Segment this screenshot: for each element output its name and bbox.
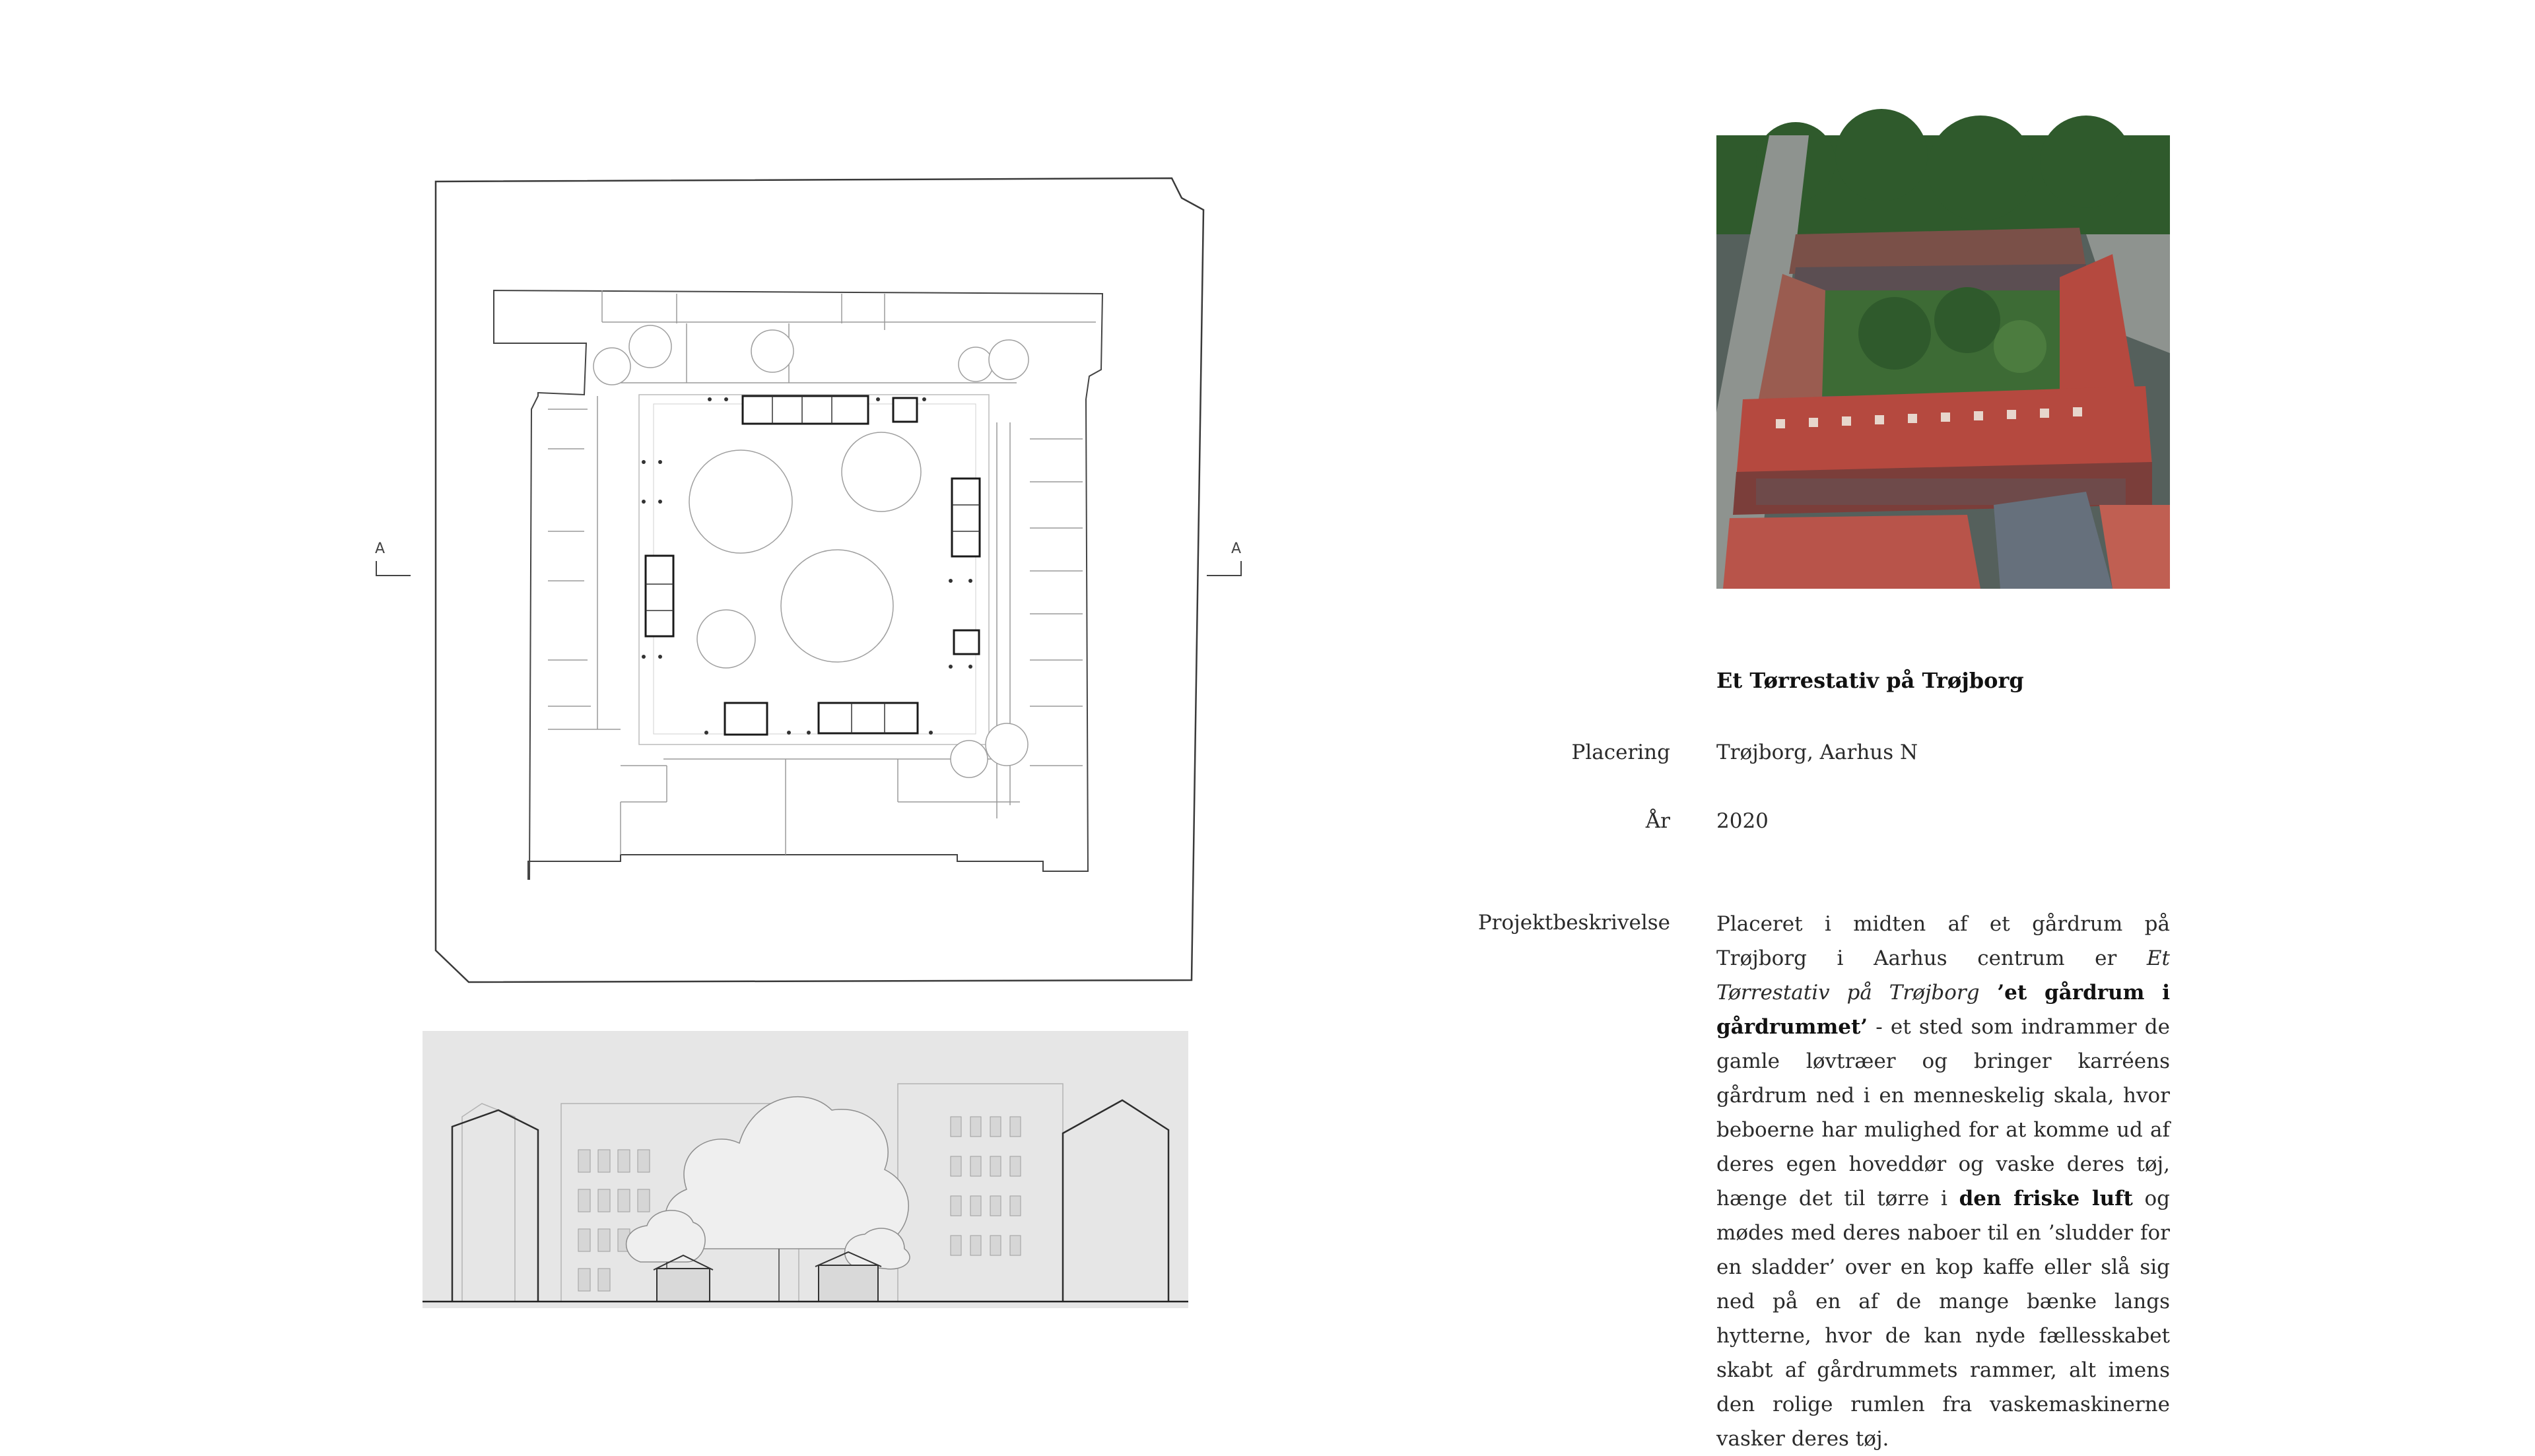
aerial-roofs-front bbox=[1733, 386, 2152, 515]
field-label-aar: År bbox=[1645, 809, 1670, 833]
field-value-placering: Trøjborg, Aarhus N bbox=[1716, 741, 1918, 764]
description-segment-bold: den friske luft bbox=[1959, 1187, 2133, 1210]
field-value-aar: 2020 bbox=[1716, 809, 1769, 833]
site-plan-drawing bbox=[363, 165, 1254, 990]
field-label-placering: Placering bbox=[1571, 741, 1670, 764]
section-marker-right bbox=[1207, 541, 1241, 576]
project-description bbox=[1716, 907, 2170, 1456]
description-segment-bold: ’et gårdrum i gårdrummet’ bbox=[1716, 981, 2170, 1039]
section-marker-left-label: A bbox=[375, 541, 386, 557]
description-label: Projektbeskrivelse bbox=[1477, 911, 1670, 935]
description-segment: Placeret i midten af et gårdrum på Trøjborg i Aarhus centrum er bbox=[1716, 912, 2170, 970]
aerial-photo bbox=[1716, 135, 2170, 589]
section-marker-right-label: A bbox=[1231, 541, 1242, 557]
description-segment: og mødes med deres naboer til en ’sludder for en sladder’ over en kop kaffe eller slå sig ned på en af de mange bænke langs hytterne, hvor de kan nyde fællesskabet skabt af gårdrummets rammer, alt imens den rolige rumlen fra vaskemaskinerne vasker deres tøj. bbox=[1716, 1187, 2170, 1451]
description-segment-italic: Et Tørrestativ på Trøjborg bbox=[1716, 946, 2170, 1005]
aerial-roofs-back bbox=[1789, 228, 2086, 300]
section-marker-left bbox=[375, 541, 411, 576]
description-segment: - et sted som indrammer de gamle løvtræer og bringer karréens gårdrum ned i en menneskelig skala, hvor beboerne har mulighed for at komme ud af deres egen hoveddør og vaske deres tøj, hænge det til tørre i bbox=[1716, 1015, 2170, 1210]
project-title: Et Tørrestativ på Trøjborg bbox=[1716, 668, 2024, 693]
aerial-courtyard bbox=[1822, 287, 2060, 396]
section-drawing bbox=[422, 1031, 1188, 1308]
